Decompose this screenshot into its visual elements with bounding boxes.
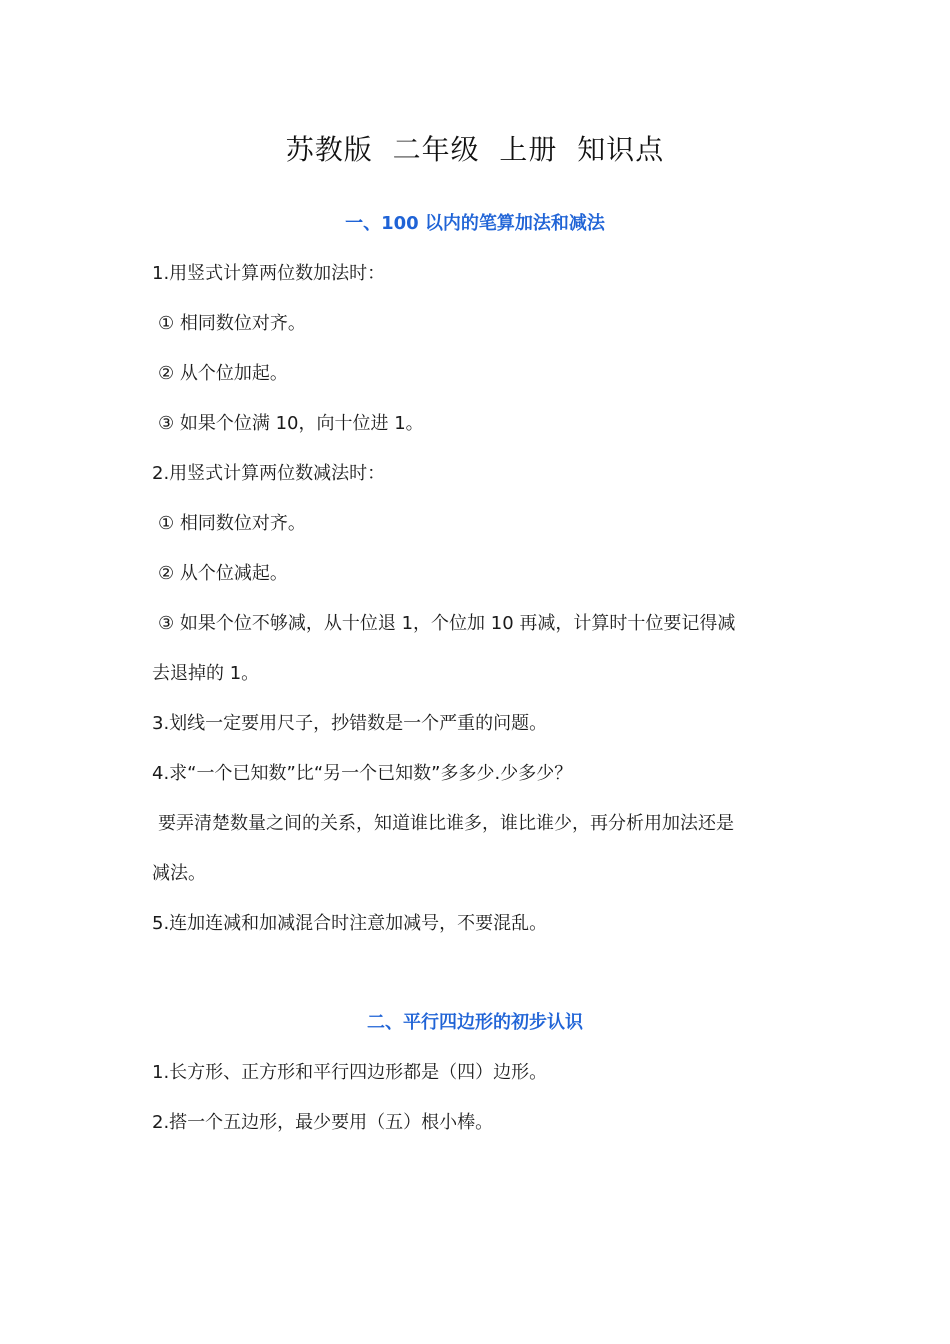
document-title: 苏教版 二年级 上册 知识点 <box>285 133 665 166</box>
section-heading-parallelogram: 二、平行四边形的初步认识 <box>367 1012 583 1033</box>
paragraph-line: ② 从个位减起。 <box>158 563 288 584</box>
paragraph-line: 4.求“一个已知数”比“另一个已知数”多多少.少多少？ <box>152 763 573 784</box>
paragraph-line: 去退掉的 1。 <box>152 663 260 684</box>
paragraph-line: ③ 如果个位满 10，向十位进 1。 <box>158 413 424 434</box>
paragraph-line: 2.用竖式计算两位数减法时： <box>152 463 386 484</box>
paragraph-line: 要弄清楚数量之间的关系，知道谁比谁多，谁比谁少，再分析用加法还是 <box>158 813 734 834</box>
paragraph-line: 1.用竖式计算两位数加法时： <box>152 263 386 284</box>
paragraph-line: ② 从个位加起。 <box>158 363 288 384</box>
paragraph-line: 5.连加连减和加减混合时注意加减号，不要混乱。 <box>152 913 548 934</box>
section-heading-addition-subtraction: 一、100 以内的笔算加法和减法 <box>345 213 605 234</box>
paragraph-line: ③ 如果个位不够减，从十位退 1，个位加 10 再减，计算时十位要记得减 <box>158 613 736 634</box>
paragraph-line: 3.划线一定要用尺子，抄错数是一个严重的问题。 <box>152 713 548 734</box>
paragraph-line: ① 相同数位对齐。 <box>158 513 306 534</box>
paragraph-line: 减法。 <box>152 863 206 884</box>
paragraph-line: ① 相同数位对齐。 <box>158 313 306 334</box>
paragraph-line: 1.长方形、正方形和平行四边形都是（四）边形。 <box>152 1062 548 1083</box>
paragraph-line: 2.搭一个五边形，最少要用（五）根小棒。 <box>152 1112 494 1133</box>
